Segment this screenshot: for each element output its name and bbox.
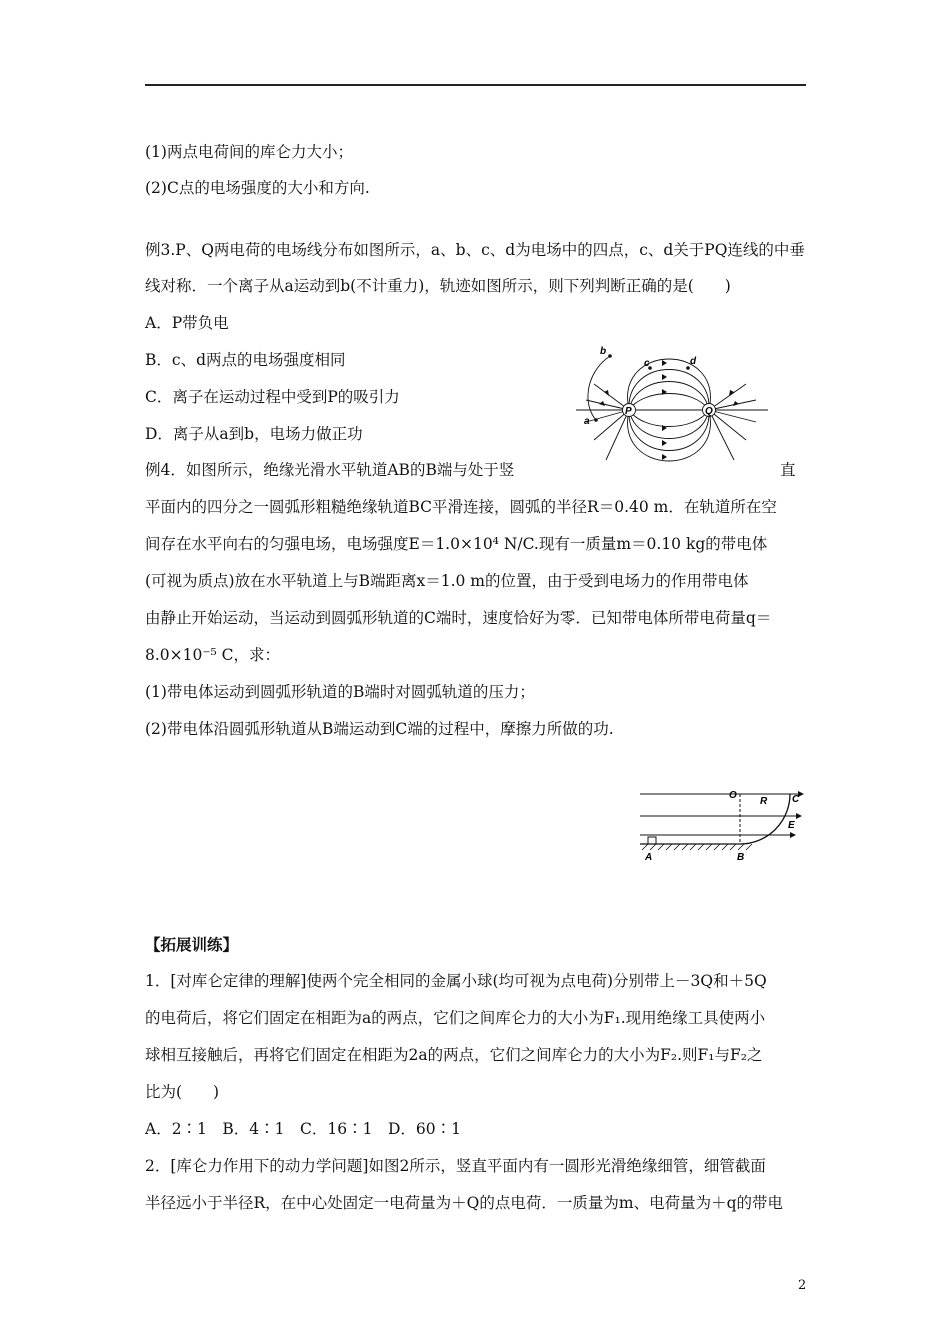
header-rule xyxy=(145,84,806,86)
exercise-1-options: A．2∶1 B．4∶1 C．16∶1 D．60∶1 xyxy=(145,1120,461,1138)
example-4-line-2: 平面内的四分之一圆弧形粗糙绝缘轨道BC平滑连接，圆弧的半径R＝0.40 m．在轨道所在空 xyxy=(145,498,777,516)
label-p: P xyxy=(625,406,632,417)
label-c2: C xyxy=(792,794,800,805)
label-b2: B xyxy=(737,852,745,862)
example-3-line-2: 线对称．一个离子从a运动到b(不计重力)，轨迹如图所示，则下列判断正确的是( ) xyxy=(145,277,731,295)
option-b: B．c、d两点的电场强度相同 xyxy=(145,351,346,369)
example-4-line-6: 8.0×10⁻⁵ C，求： xyxy=(145,646,281,664)
label-e: E xyxy=(788,820,795,831)
exercise-1-line-3: 球相互接触后，再将它们固定在相距为2a的两点，它们之间库仑力的大小为F₂.则F₁与F₂之 xyxy=(145,1046,763,1064)
example-4-question-2: (2)带电体沿圆弧形轨道从B端运动到C端的过程中，摩擦力所做的功. xyxy=(145,720,614,738)
example-4-line-1b: 直 xyxy=(780,461,796,479)
example-4-line-3: 间存在水平向右的匀强电场，电场强度E＝1.0×10⁴ N/C.现有一质量m＝0.10 kg的带电体 xyxy=(145,535,768,553)
track-figure xyxy=(638,780,808,862)
label-o: O xyxy=(729,790,737,801)
example-4-line-5: 由静止开始运动，当运动到圆弧形轨道的C端时，速度恰好为零．已知带电体所带电荷量q＝ xyxy=(145,609,772,627)
label-a2: A xyxy=(645,852,653,862)
example-4-question-1: (1)带电体运动到圆弧形轨道的B端时对圆弧轨道的压力； xyxy=(145,683,535,701)
label-b: b xyxy=(600,346,607,357)
label-q: Q xyxy=(705,406,713,417)
example-3-line-1: 例3.P、Q两电荷的电场线分布如图所示，a、b、c、d为电场中的四点，c、d关于PQ连线的中垂 xyxy=(145,241,805,259)
exercise-1-line-2: 的电荷后，将它们固定在相距为a的两点，它们之间库仑力的大小为F₁.现用绝缘工具使两小 xyxy=(145,1009,766,1027)
label-a: a xyxy=(584,416,590,427)
exercise-2-line-1: 2．[库仑力作用下的动力学问题]如图2所示，竖直平面内有一圆形光滑绝缘细管，细管截面 xyxy=(145,1157,766,1175)
option-c: C．离子在运动过程中受到P的吸引力 xyxy=(145,388,400,406)
page-number: 2 xyxy=(798,1278,807,1293)
exercise-2-line-2: 半径远小于半径R，在中心处固定一电荷量为＋Q的点电荷．一质量为m、电荷量为＋q的带电 xyxy=(145,1194,784,1212)
option-a: A．P带负电 xyxy=(145,314,229,332)
field-lines-figure xyxy=(574,344,770,476)
exercise-1-line-1: 1．[对库仑定律的理解]使两个完全相同的金属小球(均可视为点电荷)分别带上－3Q和＋5Q xyxy=(145,972,767,990)
exercise-1-line-4: 比为( ) xyxy=(145,1083,220,1101)
label-r: R xyxy=(760,796,768,807)
label-c: c xyxy=(644,358,650,369)
example-4-line-4: (可视为质点)放在水平轨道上与B端距离x＝1.0 m的位置，由于受到电场力的作用带电体 xyxy=(145,572,749,590)
label-d: d xyxy=(690,356,697,367)
extension-title: 【拓展训练】 xyxy=(145,935,239,954)
option-d: D．离子从a到b，电场力做正功 xyxy=(145,425,363,443)
question-1: (1)两点电荷间的库仑力大小； xyxy=(145,143,353,161)
question-2: (2)C点的电场强度的大小和方向. xyxy=(145,179,370,197)
example-4-line-1a: 例4．如图所示，绝缘光滑水平轨道AB的B端与处于竖 xyxy=(145,461,515,479)
